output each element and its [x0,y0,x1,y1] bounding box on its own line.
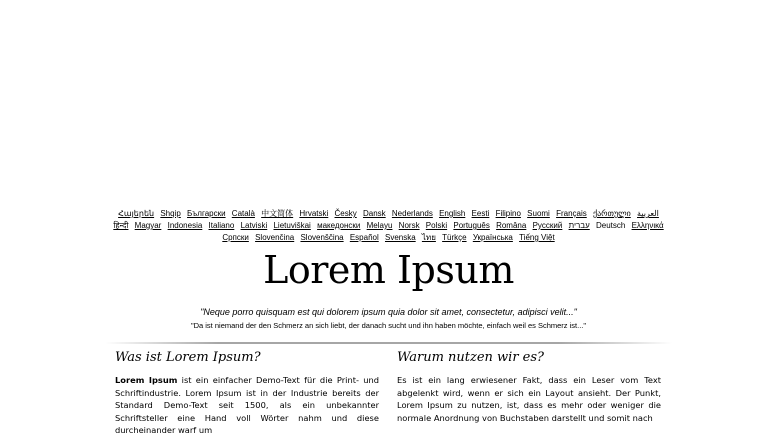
german-quote: "Da ist niemand der den Schmerz an sich liebt, der danach sucht und ihn haben möchte, einfach weil es Schmerz ist..." [190,321,587,330]
language-link[interactable]: Hrvatski [299,209,329,218]
page-title: Lorem Ipsum [263,248,514,292]
what-is-lead: Lorem Ipsum [115,375,178,385]
language-link[interactable]: Pyccкий [532,221,563,230]
language-link[interactable]: Româna [496,221,527,230]
language-link[interactable]: Latviski [240,221,268,230]
language-link[interactable]: Català [231,209,255,218]
language-link[interactable]: ไทย [421,233,436,242]
language-link[interactable]: Slovenščina [300,233,344,242]
language-link[interactable]: Español [349,233,379,242]
language-link[interactable]: Ελληνικά [631,221,664,230]
language-link[interactable]: 中文简体 [261,209,294,218]
language-link[interactable]: हिन्दी [113,221,129,230]
language-link[interactable]: Melayu [366,221,393,230]
language-link[interactable]: Filipino [495,209,521,218]
language-link[interactable]: Slovenčina [255,233,295,242]
section-divider [105,342,672,344]
language-link[interactable]: Shqip [160,209,181,218]
language-link[interactable]: Eesti [471,209,490,218]
language-link[interactable]: ‫العربية [637,209,659,218]
language-link[interactable]: Norsk [398,221,420,230]
language-link[interactable]: Nederlands [391,209,433,218]
language-link[interactable]: Български [187,209,226,218]
language-link[interactable]: Indonesia [167,221,203,230]
language-link[interactable]: Italiano [208,221,235,230]
what-is-paragraph [115,374,379,437]
why-use-paragraph: Es ist ein lang erwiesener Fakt, dass ein Leser vom Text abgelenkt wird, wenn er sich ein Layout ansieht. Der Punkt, Lorem Ipsum zu nutzen, ist, dass es mehr oder weniger die normale Anordnung von Buchstaben darstellt und somit nach [397,375,661,423]
language-link[interactable]: македонски [317,221,361,230]
latin-quote: "Neque porro quisquam est qui dolorem ipsum quia dolor sit amet, consectetur, adipisci velit..." [200,307,577,317]
why-use-heading: Warum nutzen wir es? [397,350,545,365]
language-link[interactable]: Suomi [527,209,550,218]
what-is-section [115,348,379,437]
language-link[interactable]: Magyar [134,221,162,230]
language-link[interactable]: Српски [222,233,249,242]
what-is-text: ist ein einfacher Demo-Text für die Print- und Schriftindustrie. Lorem Ipsum ist in der Industrie bereits der Standard Demo-Text seit 1500, als ein unbekannter Schriftsteller eine Hand voll Wörter nahm und diese durcheinander warf um [115,375,379,436]
language-link[interactable]: Deutsch [595,221,626,230]
language-selector [100,208,677,244]
language-link[interactable]: Česky [334,209,357,218]
language-link[interactable]: Հայերեն [118,209,155,218]
language-link[interactable]: Svenska [384,233,416,242]
what-is-heading: Was ist Lorem Ipsum? [115,350,261,365]
language-link[interactable]: Lietuviškai [273,221,311,230]
language-link[interactable]: English [439,209,466,218]
language-link[interactable]: Polski [425,221,448,230]
language-link[interactable]: Tiếng Việt [519,233,555,242]
why-use-section [397,348,661,424]
language-link[interactable]: ქართული [593,209,631,218]
language-link[interactable]: Türkçe [442,233,467,242]
language-link[interactable]: ‫עברית [568,221,590,230]
language-link[interactable]: Français [556,209,587,218]
language-link[interactable]: Українська [472,233,513,242]
language-link[interactable]: Dansk [362,209,386,218]
language-link[interactable]: Português [453,221,490,230]
